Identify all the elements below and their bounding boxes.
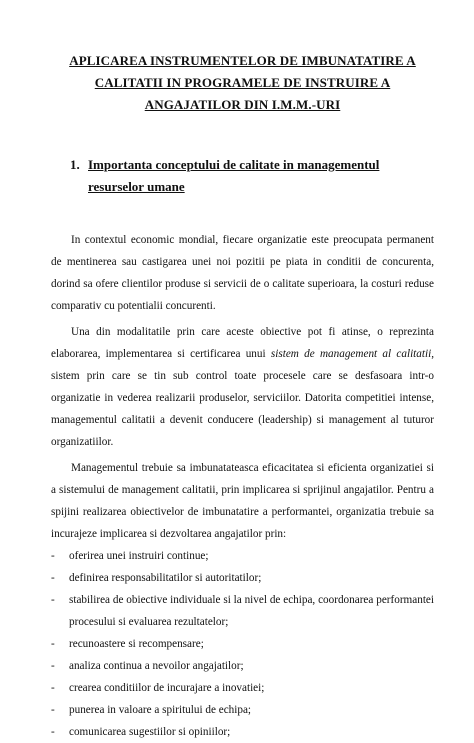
- section-heading: [51, 154, 434, 198]
- bullet-marker: -: [51, 550, 55, 562]
- bullet-text: comunicarea sugestiilor si opiniilor;: [69, 726, 231, 738]
- bullet-text: analiza continua a nevoilor angajatilor;: [69, 660, 244, 672]
- document-body: [51, 229, 434, 743]
- bullet-item: [51, 655, 434, 677]
- section-number: 1.: [70, 157, 80, 172]
- section-title: Importanta conceptului de calitate in managementul resurselor umane: [88, 157, 380, 194]
- bullet-item: [51, 633, 434, 655]
- bullet-item: [51, 677, 434, 699]
- paragraph-text: , sistem prin care se tin sub control toate procesele care se desfasoara intr-o organizatie in vederea realizarii produselor, serviciilor. Datorita competitiei intense, managementul calitatii a devenit conducere (leadership) si management al tuturor organizatiilor.: [51, 348, 434, 448]
- paragraph: [51, 321, 434, 453]
- paragraph: Managementul trebuie sa imbunatateasca eficacitatea si eficienta organizatiei si a sistemului de management calitatii, prin implicarea si sprijinul angajatilor. Pentru a spijini realizarea obiectivelor de imbunatatire a performantei, organizatia trebuie sa incurajeze implicarea si dezvoltarea angajatilor prin:: [51, 462, 434, 540]
- bullet-marker: -: [51, 638, 55, 650]
- document-title-line: CALITATII IN PROGRAMELE DE INSTRUIRE A: [94, 75, 391, 90]
- bullet-text: stabilirea de obiective individuale si la nivel de echipa, coordonarea performantei procesului si evaluarea rezultatelor;: [69, 594, 434, 628]
- bullet-item: [51, 545, 434, 567]
- paragraph: In contextul economic mondial, fiecare organizatie este preocupata permanent de mentinerea sau castigarea unei noi pozitii pe piata in conditii de concurenta, dorind sa ofere clientilor produse si servicii de o calitate superioara, la costuri reduse comparativ cu potentialii concurenti.: [51, 234, 434, 312]
- bullet-text: oferirea unei instruiri continue;: [69, 550, 209, 562]
- bullet-item: [51, 699, 434, 721]
- bullet-list: [51, 545, 434, 743]
- bullet-text: crearea conditiilor de incurajare a inovatiei;: [69, 682, 265, 694]
- bullet-item: [51, 589, 434, 633]
- bullet-marker: -: [51, 660, 55, 672]
- paragraph-text: Una din modalitatile prin care aceste obiective pot fi atinse, o reprezinta elaborarea, implementarea si certificarea unui: [51, 326, 434, 360]
- bullet-marker: -: [51, 594, 55, 606]
- bullet-text: punerea in valoare a spiritului de echipa;: [69, 704, 252, 716]
- bullet-item: [51, 567, 434, 589]
- document-title: [57, 50, 428, 116]
- bullet-marker: -: [51, 726, 55, 738]
- document-title-line: APLICAREA INSTRUMENTELOR DE IMBUNATATIRE A: [69, 53, 416, 68]
- bullet-text: recunoastere si recompensare;: [69, 638, 204, 650]
- bullet-item: [51, 721, 434, 743]
- emphasized-term: sistem de management al calitatii: [270, 348, 432, 360]
- bullet-marker: -: [51, 704, 55, 716]
- bullet-marker: -: [51, 572, 55, 584]
- bullet-marker: -: [51, 682, 55, 694]
- bullet-text: definirea responsabilitatilor si autoritatilor;: [69, 572, 262, 584]
- document-title-line: ANGAJATILOR DIN I.M.M.-URI: [144, 97, 341, 112]
